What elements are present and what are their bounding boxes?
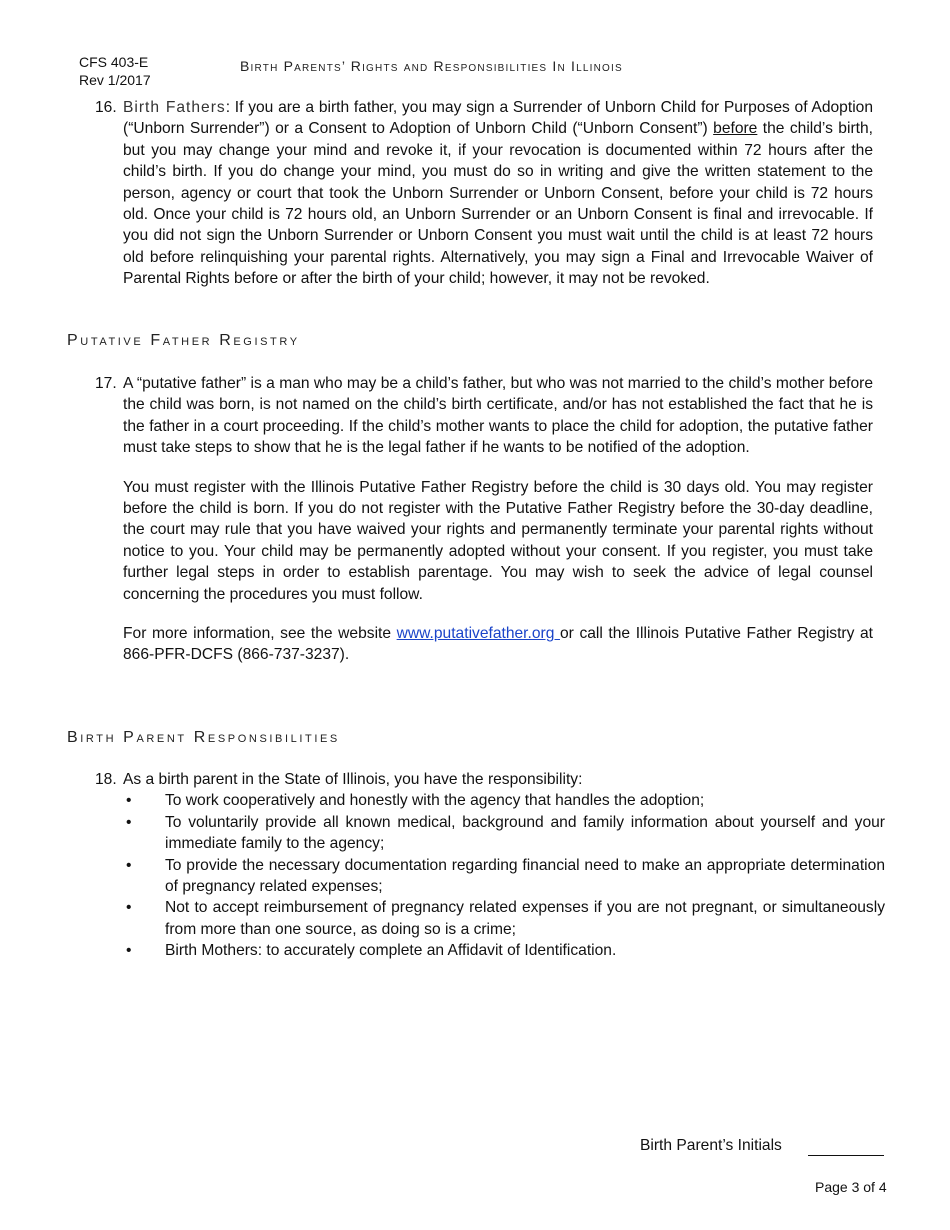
item-body (123, 769, 887, 962)
text-segment: or call the Illinois Putative Father Registry at 866-PFR-DCFS (866-737-3237). (123, 625, 873, 664)
item-number: 17. (95, 375, 117, 392)
putative-father-website-link[interactable]: www.putativefather.org (396, 625, 560, 643)
bullet-glyph: • (126, 942, 132, 960)
list-item-text: Not to accept reimbursement of pregnancy related expenses if you are not pregnant, or simultaneously from more than one source, as doing so is a crime; (165, 899, 885, 938)
page-number: Page 3 of 4 (815, 1179, 887, 1195)
document-title: Birth Parents’ Rights and Responsibilities In Illinois (240, 58, 623, 74)
section-heading-birth-parent-responsibilities: Birth Parent Responsibilities (67, 729, 340, 746)
item-18 (95, 769, 887, 962)
bullet-glyph: • (126, 899, 132, 917)
list-item-text: To voluntarily provide all known medical, background and family information about yourself and your immediate family to the agency; (165, 813, 885, 853)
text-segment: For more information, see the website (123, 625, 397, 643)
bullet-glyph: • (126, 792, 132, 810)
list-item-text: To provide the necessary documentation regarding financial need to make an appropriate determination of pregnancy related expenses; (165, 856, 885, 896)
item-body (123, 97, 873, 290)
list-item (123, 812, 885, 855)
item-paragraph: A “putative father” is a man who may be a child’s father, but who was not married to the child’s mother before the child was born, is not named on the child’s birth certificate, and/or has not established the fact that he is the father in a court proceeding. If the child’s mother wants to place the child for adoption, the putative father must take steps to show that he is the legal father if he wants to be notified of the adoption. (123, 375, 873, 457)
form-number: CFS 403-E (79, 54, 149, 70)
list-item-text: To work cooperatively and honestly with the agency that handles the adoption; (165, 792, 705, 810)
item-paragraph (123, 97, 873, 290)
item-16 (95, 97, 873, 290)
list-item (123, 897, 885, 940)
list-item (123, 940, 885, 961)
bullet-glyph: • (126, 813, 132, 831)
item-number: 16. (95, 99, 117, 116)
list-item-text: Birth Mothers: to accurately complete an Affidavit of Identification. (165, 942, 617, 960)
list-item (123, 855, 885, 898)
item-lead: Birth Fathers (123, 99, 226, 116)
form-revision: Rev 1/2017 (79, 72, 151, 88)
item-paragraph: You must register with the Illinois Putative Father Registry before the child is 30 days old. You may register before the child is born. If you do not register with the Putative Father Registry before the 30-day deadline, the court may rule that you have waived your rights and permanently terminate your parental rights without notice to you. Your child may be permanently adopted without your consent. If you register, you must take further legal steps in order to establish parentage. You may wish to seek the advice of legal counsel concerning the procedures you must follow. (123, 478, 873, 603)
item-17 (95, 373, 873, 666)
item-number: 18. (95, 771, 117, 788)
list-item (123, 790, 885, 811)
initials-label: Birth Parent’s Initials (640, 1137, 782, 1154)
underlined-word: before (713, 120, 758, 138)
section-heading-putative-father-registry: Putative Father Registry (67, 332, 300, 349)
text-segment: : If you are a birth father, you may sign a Surrender of Unborn Child for Purposes of Adoption (“Unborn Surrender”) or a Consent to Adoption of Unborn Child (“Unborn Consent”) (123, 99, 873, 138)
text-segment: the child’s birth, but you may change your mind and revoke it, if your revocation is documented within 72 hours after the child’s birth. If you do change your mind, you must do so in writing and give the written statement to the person, agency or court that took the Unborn Surrender or Unborn Consent, before your child is 72 hours old. Once your child is 72 hours old, an Unborn Surrender or an Unborn Consent is final and irrevocable. If you did not sign the Unborn Surrender or Unborn Consent you must wait until the child is at least 72 hours old before relinquishing your parental rights. Alternatively, you may sign a Final and Irrevocable Waiver of Parental Rights before or after the birth of your child; however, it may not be revoked. (123, 120, 873, 288)
form-identifier (79, 53, 151, 89)
bullet-glyph: • (126, 856, 132, 874)
responsibility-list (95, 790, 885, 961)
initials-field[interactable] (808, 1155, 884, 1156)
item-intro: As a birth parent in the State of Illinois, you have the responsibility: (123, 771, 583, 788)
item-body (123, 373, 873, 666)
item-paragraph (123, 623, 873, 666)
